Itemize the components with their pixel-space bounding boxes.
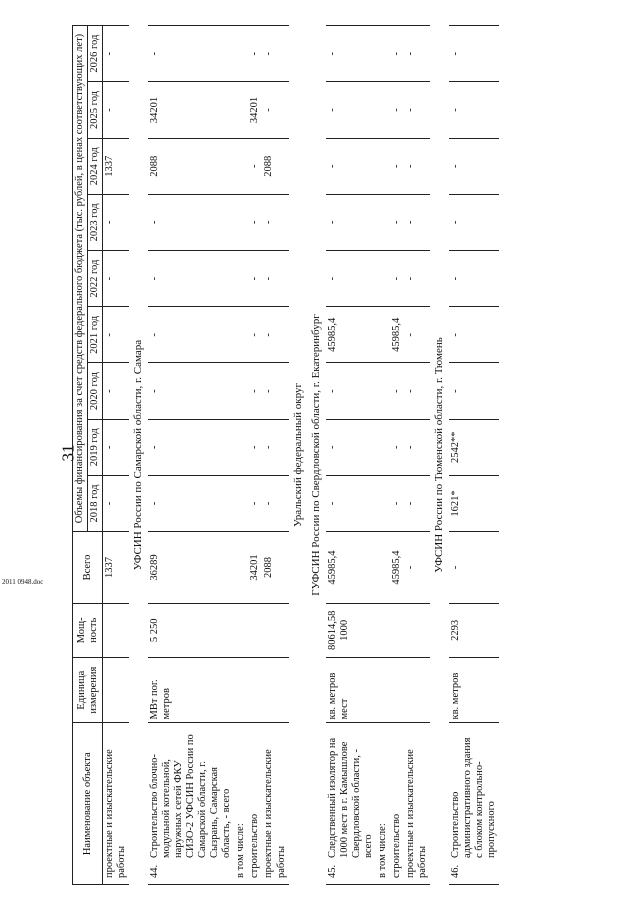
year-value-cell: 1337 <box>103 138 130 194</box>
object-name-cell: в том числе: <box>234 723 248 885</box>
year-value-cell: - <box>390 363 404 419</box>
header-funding: Объемы финансирования за счет средств федерального бюджета (тыс. рублей, в ценах соответствующих лет) <box>73 26 88 532</box>
year-value-cell <box>376 475 390 531</box>
object-name-cell: строительство <box>390 723 404 885</box>
capacity-cell: 2293 <box>449 603 499 657</box>
year-value-cell <box>234 307 248 363</box>
year-value-cell <box>376 138 390 194</box>
year-value-cell <box>376 307 390 363</box>
year-value-cell: - <box>326 363 376 419</box>
unit-cell <box>248 657 262 723</box>
year-value-cell: - <box>449 194 499 250</box>
year-value-cell: - <box>449 138 499 194</box>
table-row <box>449 26 499 885</box>
year-value-cell: - <box>262 26 288 82</box>
total-cell: 1337 <box>103 532 130 604</box>
unit-cell: МВт пог. метров <box>148 657 234 723</box>
table-row <box>234 26 248 885</box>
year-value-cell: - <box>326 82 376 138</box>
year-value-cell: - <box>262 194 288 250</box>
year-value-cell <box>376 82 390 138</box>
year-value-cell <box>376 26 390 82</box>
year-value-cell: - <box>326 194 376 250</box>
header-name: Наименование объекта <box>73 723 103 885</box>
table-row <box>404 26 430 885</box>
year-value-cell <box>234 475 248 531</box>
year-value-cell <box>376 251 390 307</box>
year-value-cell: - <box>326 138 376 194</box>
year-value-cell: - <box>103 363 130 419</box>
year-value-cell: - <box>103 194 130 250</box>
year-value-cell: - <box>148 475 234 531</box>
year-value-cell: - <box>148 307 234 363</box>
total-cell <box>234 532 248 604</box>
year-value-cell: - <box>262 82 288 138</box>
unit-cell: кв. метров <box>449 657 499 723</box>
year-value-cell: - <box>326 419 376 475</box>
financing-table <box>72 25 499 885</box>
year-value-cell <box>234 82 248 138</box>
year-value-cell: 34201 <box>148 82 234 138</box>
section-heading: ГУФСИН России по Свердловской области, г. Екатеринбург <box>310 314 323 596</box>
table-row <box>148 26 234 885</box>
capacity-cell: 5 250 <box>148 603 234 657</box>
capacity-cell <box>376 603 390 657</box>
capacity-cell <box>390 603 404 657</box>
capacity-cell <box>234 603 248 657</box>
header-year: 2023 год <box>88 194 103 250</box>
year-value-cell: - <box>449 363 499 419</box>
year-value-cell: - <box>103 475 130 531</box>
year-value-cell <box>234 419 248 475</box>
table-row <box>376 26 390 885</box>
document-reference: 2011 0948.doc <box>2 578 44 586</box>
capacity-cell <box>248 603 262 657</box>
object-name-cell <box>326 723 376 885</box>
table-row <box>103 26 130 885</box>
year-value-cell: - <box>262 251 288 307</box>
header-unit: Единица измерения <box>73 657 103 723</box>
year-value-cell: 2542** <box>449 419 499 475</box>
year-value-cell <box>234 363 248 419</box>
total-cell: - <box>449 532 499 604</box>
section-heading-row <box>430 26 449 885</box>
year-value-cell: - <box>326 475 376 531</box>
year-value-cell: - <box>248 138 262 194</box>
object-name-cell: строительство <box>248 723 262 885</box>
unit-cell <box>390 657 404 723</box>
header-total: Всего <box>73 532 103 604</box>
object-name-cell: проектные и изыскательские работы <box>262 723 288 885</box>
capacity-cell: 80614,58 1000 <box>326 603 376 657</box>
year-value-cell: - <box>449 26 499 82</box>
year-value-cell: - <box>404 138 430 194</box>
page-number: 31 <box>58 444 78 462</box>
year-value-cell: 34201 <box>248 82 262 138</box>
object-name-cell <box>148 723 234 885</box>
unit-cell: кв. метров мест <box>326 657 376 723</box>
item-number: 44. <box>148 864 160 878</box>
year-value-cell: 2088 <box>262 138 288 194</box>
table-row <box>390 26 404 885</box>
total-cell <box>376 532 390 604</box>
year-value-cell: - <box>103 307 130 363</box>
capacity-cell <box>262 603 288 657</box>
year-value-cell: 2088 <box>148 138 234 194</box>
year-value-cell <box>234 251 248 307</box>
unit-cell <box>404 657 430 723</box>
total-cell: 45985,4 <box>326 532 376 604</box>
section-heading: УФСИН России по Самарской области, г. Самара <box>132 339 145 571</box>
header-year: 2021 год <box>88 307 103 363</box>
year-value-cell: - <box>390 26 404 82</box>
header-year: 2024 год <box>88 138 103 194</box>
year-value-cell: - <box>248 475 262 531</box>
total-cell: 34201 <box>248 532 262 604</box>
year-value-cell <box>376 419 390 475</box>
table-body <box>103 26 500 885</box>
unit-cell <box>234 657 248 723</box>
year-value-cell: - <box>248 26 262 82</box>
unit-cell <box>103 657 130 723</box>
unit-cell <box>262 657 288 723</box>
item-number: 45. <box>326 864 338 878</box>
year-value-cell <box>234 26 248 82</box>
year-value-cell: - <box>404 475 430 531</box>
year-value-cell: - <box>148 194 234 250</box>
year-value-cell: - <box>326 26 376 82</box>
year-value-cell: - <box>404 26 430 82</box>
year-value-cell: - <box>404 419 430 475</box>
table-row <box>326 26 376 885</box>
year-value-cell: - <box>248 251 262 307</box>
item-number: 46. <box>450 864 461 878</box>
year-value-cell: - <box>404 363 430 419</box>
year-value-cell: - <box>248 363 262 419</box>
year-value-cell: - <box>262 475 288 531</box>
year-value-cell: 1621* <box>449 475 499 531</box>
header-year: 2018 год <box>88 475 103 531</box>
header-year: 2022 год <box>88 251 103 307</box>
object-name: Строительство блочно-модульной котельной, наружных сетей ФКУ СИЗО-2 УФСИН России по Самарской области, г. Сызрань, Самарская область, - всего <box>148 734 233 858</box>
year-value-cell: - <box>103 82 130 138</box>
year-value-cell: - <box>103 251 130 307</box>
total-cell: 36289 <box>148 532 234 604</box>
table-row <box>262 26 288 885</box>
year-value-cell: - <box>390 251 404 307</box>
unit-cell <box>376 657 390 723</box>
object-name-cell: проектные и изыскательские работы <box>103 723 130 885</box>
header-year: 2019 год <box>88 419 103 475</box>
year-value-cell: - <box>390 82 404 138</box>
year-value-cell: - <box>262 419 288 475</box>
year-value-cell: - <box>248 194 262 250</box>
year-value-cell: - <box>148 26 234 82</box>
year-value-cell: 45985,4 <box>390 307 404 363</box>
section-heading-row <box>129 26 148 885</box>
year-value-cell: - <box>262 307 288 363</box>
year-value-cell: - <box>390 419 404 475</box>
header-year: 2025 год <box>88 82 103 138</box>
year-value-cell: - <box>148 363 234 419</box>
year-value-cell: - <box>404 251 430 307</box>
capacity-cell <box>103 603 130 657</box>
object-name: Следственный изолятор на 1000 мест в г. Камышлове Свердловской области, - всего <box>326 737 375 858</box>
table-row <box>248 26 262 885</box>
rotated-page <box>68 0 628 905</box>
object-name-cell <box>449 723 499 885</box>
section-heading: Уральский федеральный округ <box>291 383 304 528</box>
year-value-cell: - <box>390 194 404 250</box>
header-year: 2020 год <box>88 363 103 419</box>
capacity-cell <box>404 603 430 657</box>
year-value-cell: - <box>404 307 430 363</box>
year-value-cell: - <box>248 419 262 475</box>
year-value-cell: - <box>103 26 130 82</box>
year-value-cell: - <box>148 251 234 307</box>
year-value-cell: - <box>449 251 499 307</box>
year-value-cell <box>376 363 390 419</box>
year-value-cell: - <box>390 475 404 531</box>
section-heading-row <box>307 26 326 885</box>
year-value-cell: - <box>404 194 430 250</box>
total-cell: 2088 <box>262 532 288 604</box>
year-value-cell: - <box>148 419 234 475</box>
year-value-cell: - <box>449 82 499 138</box>
year-value-cell <box>376 194 390 250</box>
year-value-cell: - <box>449 307 499 363</box>
object-name-cell: проектные и изыскательские работы <box>404 723 430 885</box>
year-value-cell: - <box>404 82 430 138</box>
year-value-cell: - <box>103 419 130 475</box>
section-heading-row <box>289 26 308 885</box>
year-value-cell <box>234 138 248 194</box>
year-value-cell: - <box>326 251 376 307</box>
year-value-cell: 45985,4 <box>326 307 376 363</box>
object-name-cell: в том числе: <box>376 723 390 885</box>
total-cell: 45985,4 <box>390 532 404 604</box>
year-value-cell <box>234 194 248 250</box>
total-cell: - <box>404 532 430 604</box>
year-value-cell: - <box>248 307 262 363</box>
object-name: Строительство административного здания с блоком контрольно-пропускного <box>450 737 498 858</box>
year-value-cell: - <box>262 363 288 419</box>
header-year: 2026 год <box>88 26 103 82</box>
header-capacity: Мощ-ность <box>73 603 103 657</box>
year-value-cell: - <box>390 138 404 194</box>
section-heading: УФСИН России по Тюменской области, г. Тюмень <box>433 337 446 573</box>
